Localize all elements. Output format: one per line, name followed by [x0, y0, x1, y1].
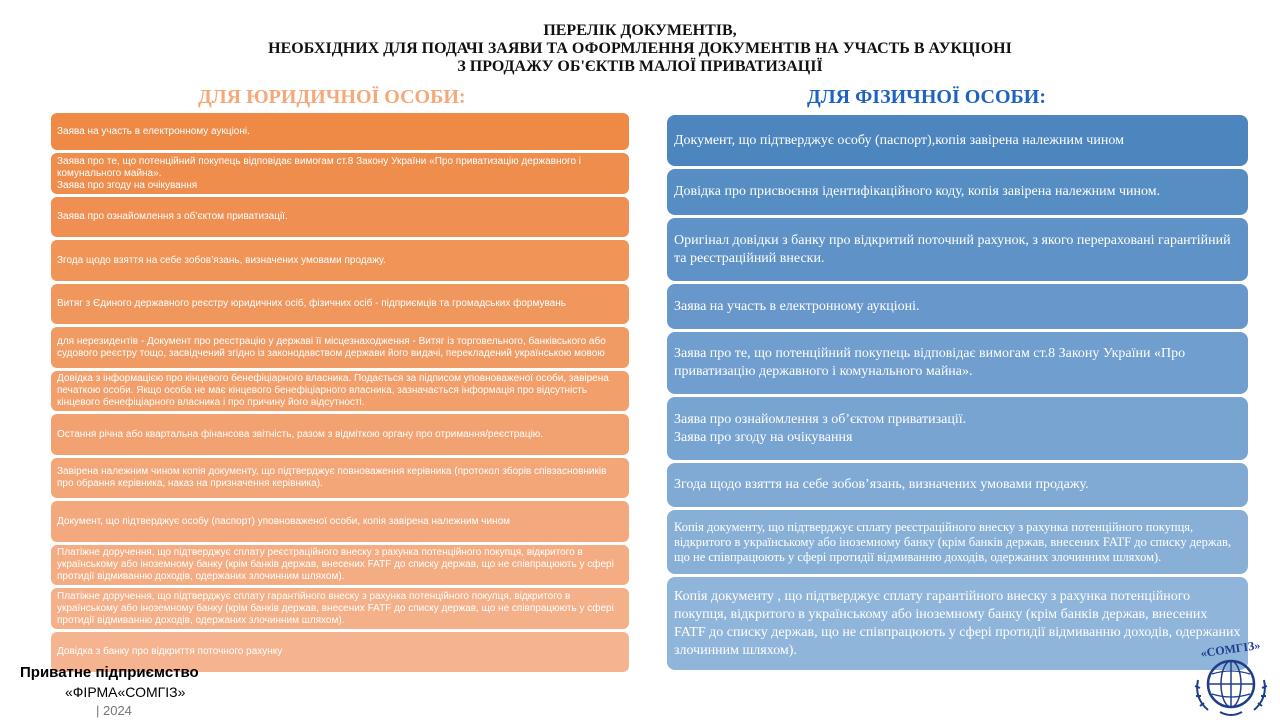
legal-item-4 — [51, 240, 629, 281]
individual-item-9 — [667, 577, 1248, 670]
individual-item-text: Заява про ознайомлення з об’єктом приватизації. Заява про згоду на очікування — [674, 411, 967, 445]
footer-firm-name: «ФІРМА«СОМГІЗ» — [65, 684, 186, 700]
legal-item-1 — [51, 113, 629, 150]
individual-item-5 — [667, 332, 1248, 394]
individual-item-8 — [667, 510, 1248, 574]
title-line-1: ПЕРЕЛІК ДОКУМЕНТІВ, — [543, 22, 737, 39]
individual-item-text: Заява про те, що потенційний покупець відповідає вимогам ст.8 Закону України «Про приватизацію державного і комунального майна». — [674, 346, 1186, 379]
legal-item-text: Заява про те, що потенційний покупець відповідає вимогам ст.8 Закону України «Про приватизацію державного і комунального майна». Заява про згоду на очікування — [57, 155, 582, 191]
legal-item-text: Заява про ознайомлення з об’єктом приватизації. — [57, 211, 288, 222]
legal-item-11 — [51, 545, 629, 585]
individual-item-6 — [667, 397, 1248, 460]
individual-item-7 — [667, 463, 1248, 507]
legal-item-5 — [51, 284, 629, 324]
legal-item-10 — [51, 501, 629, 542]
footer-year: | 2024 — [96, 703, 132, 718]
footer-company: Приватне підприємство — [20, 664, 199, 681]
individual-item-text: Згода щодо взяття на себе зобов’язань, визначених умовами продажу. — [674, 477, 1089, 492]
legal-item-text: Документ, що підтверджує особу (паспорт) уповноваженої особи, копія завірена належним чином — [57, 515, 511, 527]
individual-item-text: Заява на участь в електронному аукціоні. — [674, 298, 920, 314]
legal-item-text: Довідка з інформацією про кінцевого бенефіціарного власника. Подається за підписом уповноваженої особи, завірена печаткою особи. Якщо особа не має кінцевого бенефіціарного власника, зазначається інформація про відсутність кінцевого бенефіціарного власника і про причину його відсутності. — [57, 373, 609, 408]
individual-heading: ДЛЯ ФІЗИЧНОЇ ОСОБИ: — [807, 86, 1046, 108]
legal-item-6 — [51, 327, 629, 368]
individual-item-3 — [667, 218, 1248, 281]
legal-item-text: Згода щодо взяття на себе зобов’язань, визначених умовами продажу. — [57, 254, 386, 266]
individual-item-1 — [667, 115, 1248, 166]
legal-item-text: Довідка з банку про відкриття поточного рахунку — [57, 646, 283, 657]
legal-item-7 — [51, 371, 629, 411]
individual-item-text: Копія документу , що підтверджує сплату гарантійного внеску з рахунка потенційного покупця, відкритого в українському або іноземному банку (крім банків держав, внесених FATF до списку держав, що не співпрацюють у сфері протидії відмиванню доходів, одержаних злочинним шляхом). — [674, 588, 1241, 658]
document-title — [150, 22, 1130, 76]
somgiz-logo-icon — [1190, 632, 1272, 718]
individual-item-4 — [667, 284, 1248, 329]
individual-item-2 — [667, 169, 1248, 215]
legal-item-3 — [51, 197, 629, 237]
individual-item-text: Копія документу, що підтверджує сплату реєстраційного внеску з рахунка потенційного покупця, відкритого в українському або іноземному банку (крім банків держав, внесених FATF до списку держав, що не співпрацюють у сфері протидії відмиванню доходів, одержаних злочинним шляхом). — [674, 519, 1232, 564]
legal-item-text: Витяг з Єдиного державного реєстру юридичних осіб, фізичних осіб - підприємців та громадських формувань — [57, 298, 566, 309]
legal-entity-heading: ДЛЯ ЮРИДИЧНОЇ ОСОБИ: — [198, 86, 466, 108]
title-line-3: З ПРОДАЖУ ОБ'ЄКТІВ МАЛОЇ ПРИВАТИЗАЦІЇ — [457, 58, 823, 75]
legal-item-text: Платіжне доручення, що підтверджує сплату реєстраційного внеску з рахунка потенційного покупця, відкритого в українському або іноземному банку (крім банків держав, внесених FATF до списку держав, що не співпрацюють у сфері протидії відмиванню доходів, одержаних злочинним шляхом). — [57, 547, 614, 582]
legal-item-text: Заява на участь в електронному аукціоні. — [57, 125, 250, 137]
legal-item-text: Платіжне доручення, що підтверджує сплату гарантійного внеску з рахунка потенційного покупця, відкритого в українському або іноземному банку (крім банків держав, внесених FATF до списку держав, що не співпрацюють у сфері протидії відмиванню доходів, одержаних злочинним шляхом). — [57, 590, 614, 626]
individual-item-text: Оригінал довідки з банку про відкритий поточний рахунок, з якого перераховані гарантійний та реєстраційний внески. — [674, 232, 1231, 266]
legal-item-text: для нерезидентів - Документ про реєстрацію у державі її місцезнаходження - Витяг із торговельного, банківського або судового реєстру тощо, засвідчений згідно із законодавством держави його видачі, перекладений українською мовою — [57, 335, 606, 359]
title-line-2: НЕОБХІДНИХ ДЛЯ ПОДАЧІ ЗАЯВИ ТА ОФОРМЛЕННЯ ДОКУМЕНТІВ НА УЧАСТЬ В АУКЦІОНІ — [268, 40, 1012, 57]
individual-item-text: Документ, що підтверджує особу (паспорт),копія завірена належним чином — [674, 132, 1124, 148]
individual-item-text: Довідка про присвоєння ідентифікаційного коду, копія завірена належним чином. — [674, 184, 1161, 199]
legal-item-text: Остання річна або квартальна фінансова звітність, разом з відміткою органу про отримання/реєстрацію. — [57, 428, 544, 440]
legal-item-9 — [51, 458, 629, 498]
legal-item-2 — [51, 153, 629, 194]
logo-text: «СОМГІЗ» — [1199, 637, 1262, 661]
legal-item-8 — [51, 414, 629, 455]
legal-item-text: Завірена належним чином копія документу, що підтверджує повноваження керівника (протокол зборів співзасновників про обрання керівника, наказ на призначення керівника). — [57, 466, 607, 489]
legal-item-12 — [51, 588, 629, 629]
